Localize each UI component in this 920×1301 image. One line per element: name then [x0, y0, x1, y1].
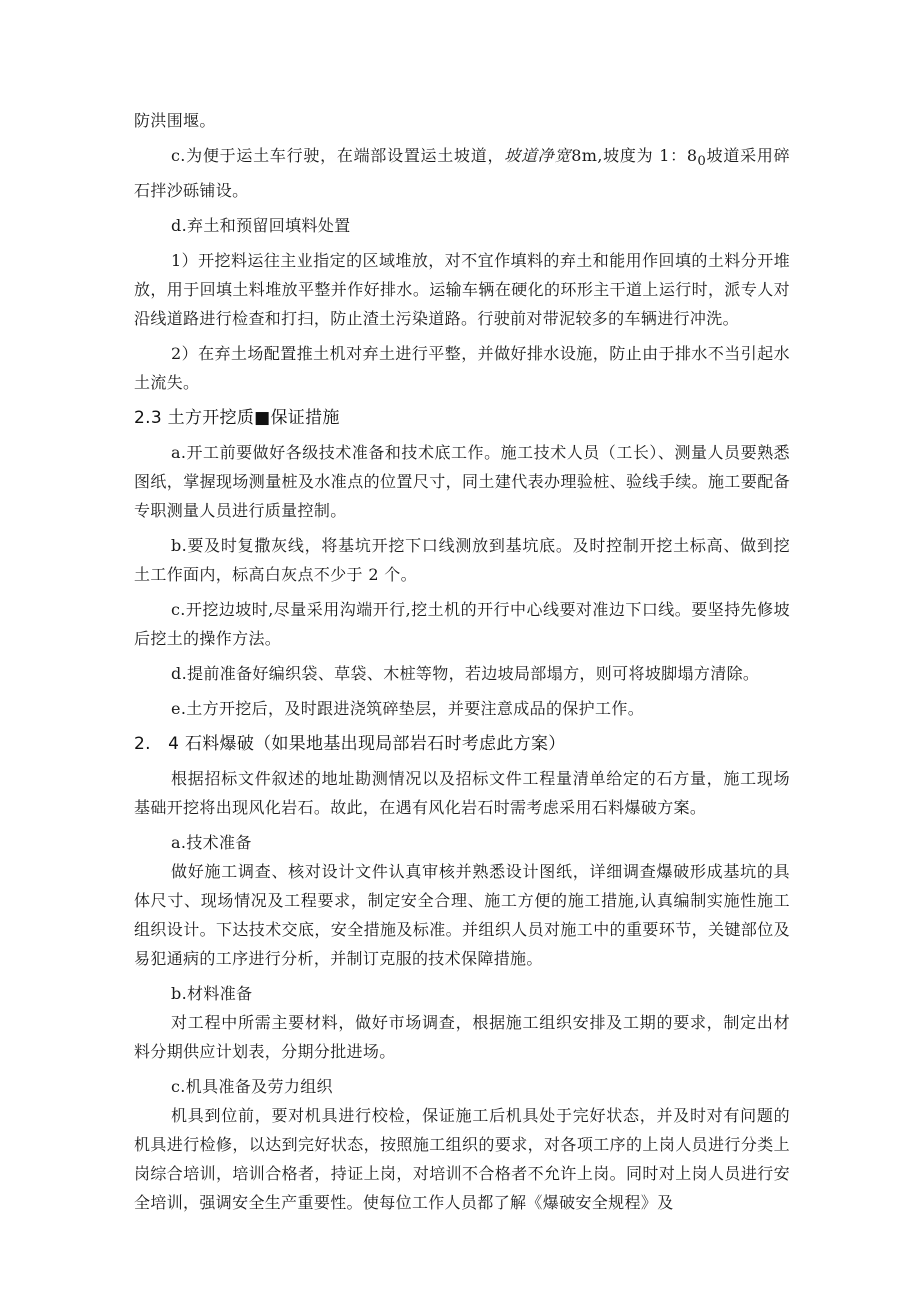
- paragraph-equipment: 机具到位前，要对机具进行校检，保证施工后机具处于完好状态，并及时对有问题的机具进行检修，以达到完好状态，按照施工组织的要求，对各项工序的上岗人员进行分类上岗综合培训，培训合格者，持证上岗，对培训不合格者不允许上岗。同时对上岗人员进行安全培训，强调安全生产重要性。使每位工作人员都了解《爆破安全规程》及: [134, 1106, 790, 1213]
- paragraph-quality-b: b.要及时复撒灰线，将基坑开挖下口线测放到基坑底。及时控制开挖土标高、做到挖土工作面内，标高白灰点不少于 2 个。: [134, 536, 790, 585]
- paragraph-tech-prep: 做好施工调查、核对设计文件认真审核并熟悉设计图纸，详细调查爆破形成基坑的具体尺寸、现场情况及工程要求，制定安全合理、施工方便的施工措施,认真编制实施性施工组织设计。下达技术交底，安全措施及标准。并组织人员对施工中的重要环节，关键部位及易犯通病的工序进行分析，并制订克服的技术保障措施。: [134, 862, 790, 969]
- document-body: [134, 106, 790, 1217]
- paragraph-tech-prep-heading: a.技术准备: [171, 833, 252, 853]
- paragraph-quality-c: c.开挖边坡时,尽量采用沟端开行,挖土机的开行中心线要对准边下口线。要坚持先修坡后挖土的操作方法。: [134, 600, 790, 649]
- ramp-text-c: 8m,坡度为 1：8: [571, 146, 698, 165]
- paragraph-ramp: [134, 141, 790, 205]
- paragraph-blasting-intro: 根据招标文件叙述的地址勘测情况以及招标文件工程量清单给定的石方量，施工现场基础开挖将出现风化岩石。故此，在遇有风化岩石时需考虑采用石料爆破方案。: [134, 769, 790, 818]
- paragraph-flood-cofferdam: 防洪围堰。: [134, 111, 216, 130]
- paragraph-spoil-heading: d.弃土和预留回填料处置: [171, 216, 351, 236]
- paragraph-spoil-2: 2）在弃土场配置推土机对弃土进行平整，并做好排水设施，防止由于排水不当引起水土流失。: [134, 344, 790, 393]
- paragraph-quality-d: d.提前准备好编织袋、草袋、木桩等物，若边坡局部塌方，则可将坡脚塌方清除。: [171, 664, 760, 684]
- paragraph-spoil-1: 1）开挖料运往主业指定的区域堆放，对不宜作填料的弃土和能用作回填的土料分开堆放，用于回填土料堆放平整并作好排水。运输车辆在硬化的环形主干道上运行时，派专人对沿线道路进行检查和打扫，防止渣土污染道路。行驶前对带泥较多的车辆进行冲洗。: [134, 251, 790, 329]
- paragraph-quality-e: e.土方开挖后，及时跟进浇筑碎垫层，并要注意成品的保护工作。: [171, 699, 645, 719]
- paragraph-quality-a: a.开工前要做好各级技术准备和技术底工作。施工技术人员（工长）、测量人员要熟悉图纸，掌握现场测量桩及水准点的位置尺寸，同土建代表办理验桩、验线手续。施工要配备专职测量人员进行质量控制。: [134, 443, 790, 521]
- ramp-text-d: 坡道采用碎石拌沙砾铺设。: [134, 146, 790, 201]
- ramp-subscript: 0: [697, 154, 707, 170]
- section-heading-2-3: 2.3 土方开挖质■保证措施: [134, 408, 340, 429]
- ramp-text-a: c.为便于运土车行驶，在端部设置运土坡道，: [171, 146, 505, 165]
- paragraph-material-heading: b.材料准备: [171, 984, 253, 1004]
- paragraph-material: 对工程中所需主要材料，做好市场调查，根据施工组织安排及工期的要求，制定出材料分期供应计划表，分期分批进场。: [134, 1013, 790, 1062]
- paragraph-equipment-heading: c.机具准备及劳力组织: [171, 1077, 333, 1097]
- ramp-text-italic: 坡道净宽: [504, 146, 572, 165]
- section-heading-2-4: 2. 4 石料爆破（如果地基出现局部岩石时考虑此方案）: [134, 734, 566, 755]
